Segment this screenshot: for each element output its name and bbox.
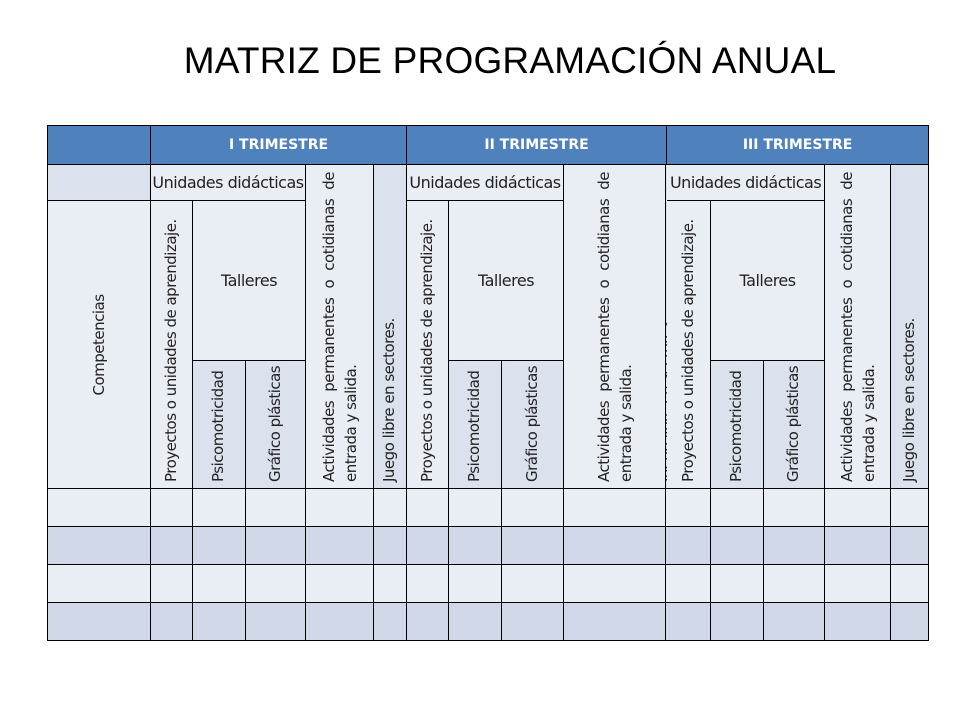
table-cell [764, 489, 825, 527]
trimester-3-header: III TRIMESTRE [667, 126, 929, 165]
table-cell [193, 489, 246, 527]
grafico-cell-t1 [246, 361, 306, 489]
table-cell [48, 565, 151, 603]
actividades-cell-t2 [564, 165, 666, 489]
trimester-1-header: I TRIMESTRE [151, 126, 407, 165]
competencias-cell [48, 201, 151, 489]
table-cell [825, 489, 891, 527]
table-cell [246, 489, 306, 527]
table-cell [564, 527, 666, 565]
psico-cell-t1 [193, 361, 246, 489]
table-cell [151, 603, 193, 641]
unidades-label-t3: Unidades didácticas [667, 165, 825, 201]
table-cell [48, 527, 151, 565]
trimester-2-header: II TRIMESTRE [407, 126, 667, 165]
juego-cell-t3 [891, 165, 929, 489]
table-cell [667, 603, 711, 641]
table-row [48, 489, 929, 527]
table-cell [306, 565, 374, 603]
proyectos-label-t1: Proyectos o unidades de aprendizaje. [161, 219, 180, 482]
table-row [48, 527, 929, 565]
table-cell [711, 489, 764, 527]
talleres-label-t2: Talleres [449, 201, 564, 361]
talleres-label-t3: Talleres [711, 201, 825, 361]
table-cell [891, 489, 929, 527]
table-cell [374, 527, 407, 565]
table-cell [193, 603, 246, 641]
table-row [48, 603, 929, 641]
proyectos-label-t3: Proyectos o unidades de aprendizaje. [678, 219, 697, 482]
table-cell [502, 603, 564, 641]
table-cell [711, 527, 764, 565]
grafico-cell-t2 [502, 361, 564, 489]
table-cell [825, 527, 891, 565]
table-cell [151, 527, 193, 565]
psico-cell-t2 [449, 361, 502, 489]
actividades-cell-t3 [825, 165, 891, 489]
table-cell [667, 527, 711, 565]
table-cell [449, 489, 502, 527]
page-title: MATRIZ DE PROGRAMACIÓN ANUAL [183, 40, 837, 81]
matrix-table [47, 125, 929, 641]
table-cell [193, 565, 246, 603]
proyectos-label-t2: Proyectos o unidades de aprendizaje. [417, 219, 436, 482]
table-cell [449, 603, 502, 641]
juego-label-t3: Juego libre en sectores. [899, 318, 918, 482]
table-cell [564, 603, 666, 641]
psico-label-t3: Psicomotricidad [727, 370, 746, 482]
proyectos-cell-t2 [407, 201, 449, 489]
proyectos-cell-t1 [151, 201, 193, 489]
table-cell [564, 489, 666, 527]
table-cell [667, 489, 711, 527]
grafico-cell-t3 [764, 361, 825, 489]
table-cell [374, 489, 407, 527]
table-cell [711, 565, 764, 603]
programming-matrix [47, 125, 929, 641]
table-cell [449, 565, 502, 603]
table-cell [48, 489, 151, 527]
table-cell [825, 603, 891, 641]
table-cell [407, 527, 449, 565]
table-cell [246, 603, 306, 641]
actividades-label-t3: Actividades permanentes o cotidianas de entrada y salida. [837, 171, 878, 482]
competencias-label: Competencias [90, 293, 108, 396]
table-cell [407, 603, 449, 641]
psico-label-t2: Psicomotricidad [465, 370, 483, 482]
table-cell [564, 565, 666, 603]
blank-cell [48, 165, 151, 201]
table-cell [374, 565, 407, 603]
grafico-label-t1: Gráfico plásticas [265, 365, 284, 482]
table-cell [48, 603, 151, 641]
table-cell [502, 565, 564, 603]
actividades-label-t1: Actividades permanentes o cotidianas de entrada y salida. [319, 171, 360, 482]
table-cell [502, 489, 564, 527]
actividades-cell-t1 [306, 165, 374, 489]
unidades-label-t2: Unidades didácticas [407, 165, 564, 201]
table-cell [449, 527, 502, 565]
proyectos-cell-t3 [667, 201, 711, 489]
table-cell [891, 603, 929, 641]
psico-label-t1: Psicomotricidad [209, 370, 227, 482]
table-cell [764, 527, 825, 565]
talleres-label-t1: Talleres [193, 201, 306, 361]
table-cell [502, 527, 564, 565]
table-cell [306, 527, 374, 565]
table-cell [407, 489, 449, 527]
grafico-label-t3: Gráfico plásticas [784, 365, 803, 482]
table-cell [764, 603, 825, 641]
table-cell [151, 565, 193, 603]
table-cell [891, 565, 929, 603]
psico-cell-t3 [711, 361, 764, 489]
unidades-label-t1: Unidades didácticas [151, 165, 306, 201]
actividades-label-t2: Actividades permanentes o cotidianas de entrada y salida. [594, 171, 635, 482]
header-blank-cell [48, 126, 151, 165]
table-cell [764, 565, 825, 603]
table-cell [151, 489, 193, 527]
grafico-label-t2: Gráfico plásticas [522, 365, 541, 482]
table-cell [825, 565, 891, 603]
juego-label-t1: Juego libre en sectores. [380, 318, 398, 482]
juego-cell-t1 [374, 165, 407, 489]
table-cell [193, 527, 246, 565]
table-cell [246, 565, 306, 603]
table-cell [711, 603, 764, 641]
table-row [48, 565, 929, 603]
table-cell [306, 603, 374, 641]
table-cell [891, 527, 929, 565]
table-cell [407, 565, 449, 603]
table-cell [667, 565, 711, 603]
table-cell [306, 489, 374, 527]
table-cell [246, 527, 306, 565]
table-cell [374, 603, 407, 641]
